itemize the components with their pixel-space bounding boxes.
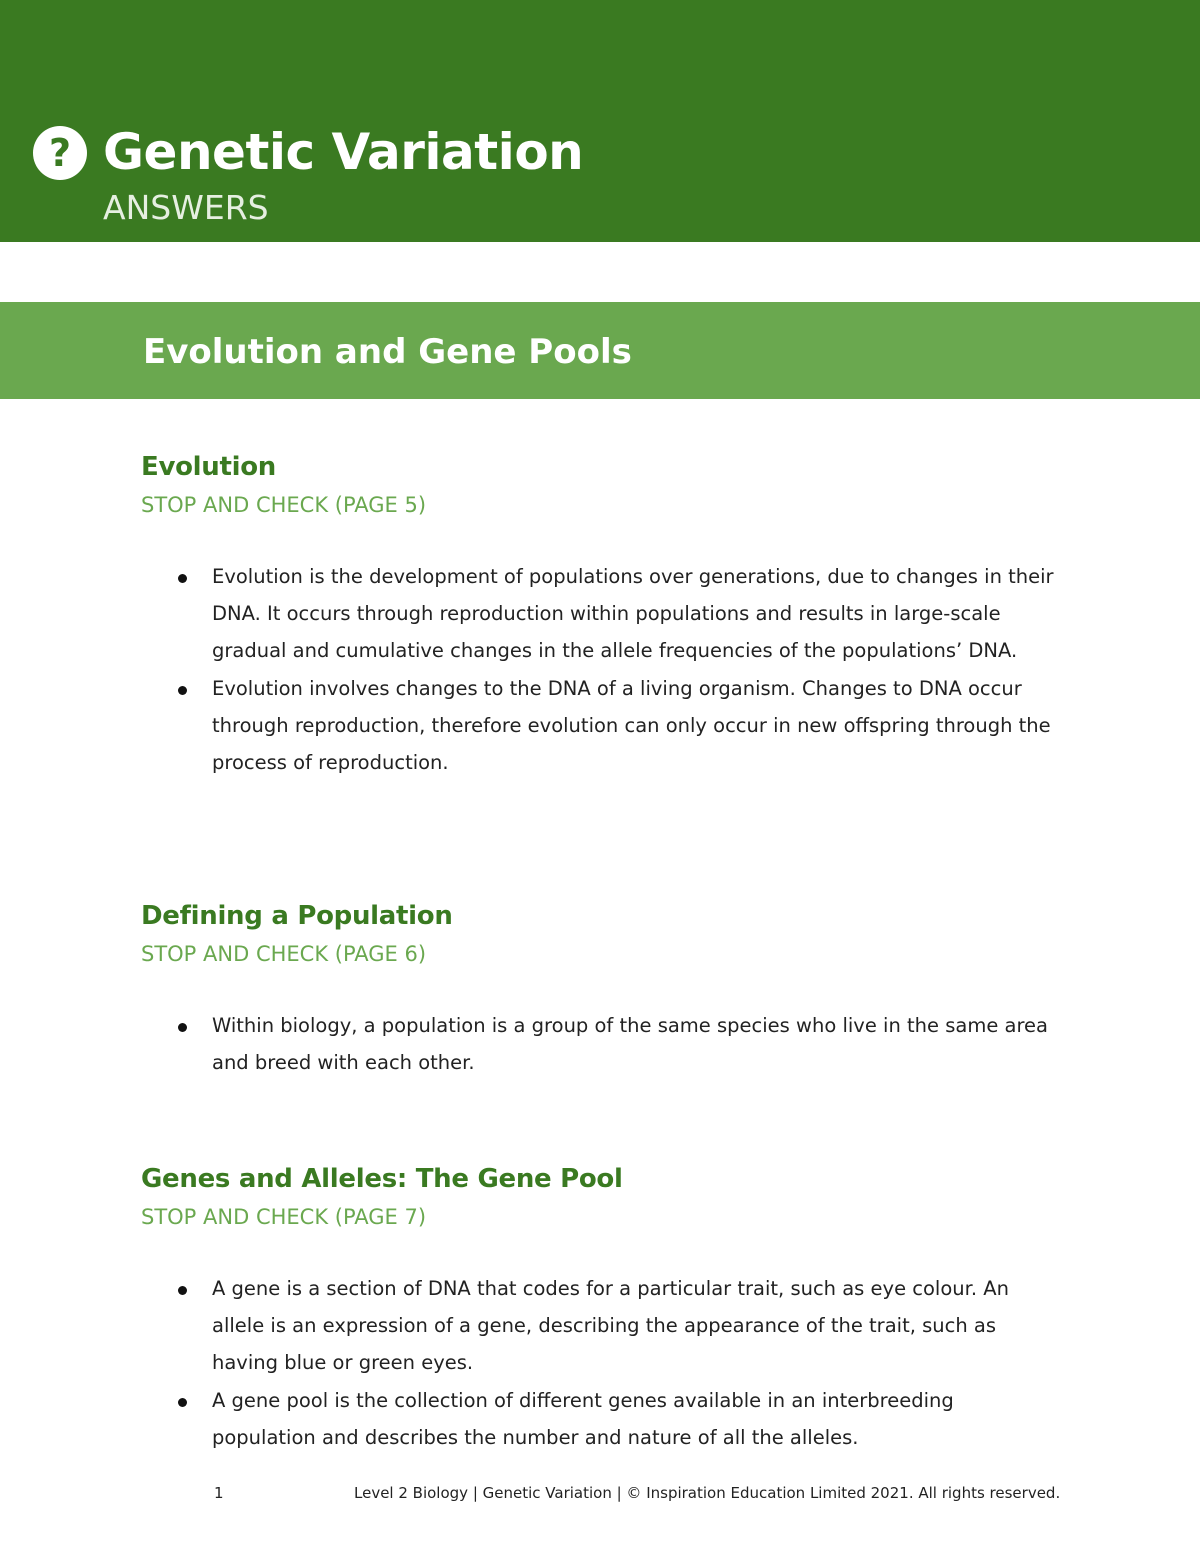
block-heading: Evolution [141,452,277,482]
list-item-text: A gene is a section of DNA that codes for a particular trait, such as eye colour. An allele is an expression of a gene, describing the appearance of the trait, such as having blue or green eyes. [212,1277,1009,1375]
bullet-icon [178,1286,187,1295]
list-item-text: A gene pool is the collection of different genes available in an interbreeding population and describes the number and nature of all the alleles. [212,1388,954,1449]
footer-copyright: Level 2 Biology | Genetic Variation | © Inspiration Education Limited 2021. All rights reserved. [354,1484,1061,1502]
list-item-text: Evolution is the development of populations over generations, due to changes in their DNA. It occurs through reproduction within populations and results in large-scale gradual and cumulative changes in the allele frequencies of the populations’ DNA. [212,565,1054,663]
block-heading: Defining a Population [141,901,453,931]
bullet-icon [178,1023,187,1032]
document-title: Genetic Variation [103,123,584,181]
list-item-text: Within biology, a population is a group of the same species who live in the same area and breed with each other. [212,1014,1048,1075]
block-heading: Genes and Alleles: The Gene Pool [141,1164,623,1194]
content-block-evolution [141,448,1081,781]
block-subheading: STOP AND CHECK (PAGE 7) [141,1205,427,1229]
list-item [141,1270,1081,1382]
question-circle-icon: ? [33,126,87,180]
list-item-text: Evolution involves changes to the DNA of a living organism. Changes to DNA occur through reproduction, therefore evolution can only occur in new offspring through the process of reproduction. [212,676,1051,775]
list-item [141,1382,1081,1456]
bullet-list [141,558,1081,781]
page-header [0,0,1200,242]
block-subheading: STOP AND CHECK (PAGE 5) [141,493,427,517]
section-title: Evolution and Gene Pools [143,332,632,372]
page-number: 1 [214,1484,224,1502]
bullet-icon [178,686,187,695]
bullet-list [141,1270,1081,1456]
block-subheading: STOP AND CHECK (PAGE 6) [141,942,427,966]
list-item [141,670,1081,782]
bullet-icon [178,1398,187,1407]
content-block-gene-pool [141,1160,1081,1456]
list-item [141,1007,1081,1081]
bullet-list [141,1007,1081,1081]
document-subtitle: ANSWERS [103,188,269,227]
content-block-population [141,897,1081,1081]
page-footer [0,1480,1200,1506]
list-item [141,558,1081,670]
bullet-icon [178,574,187,583]
